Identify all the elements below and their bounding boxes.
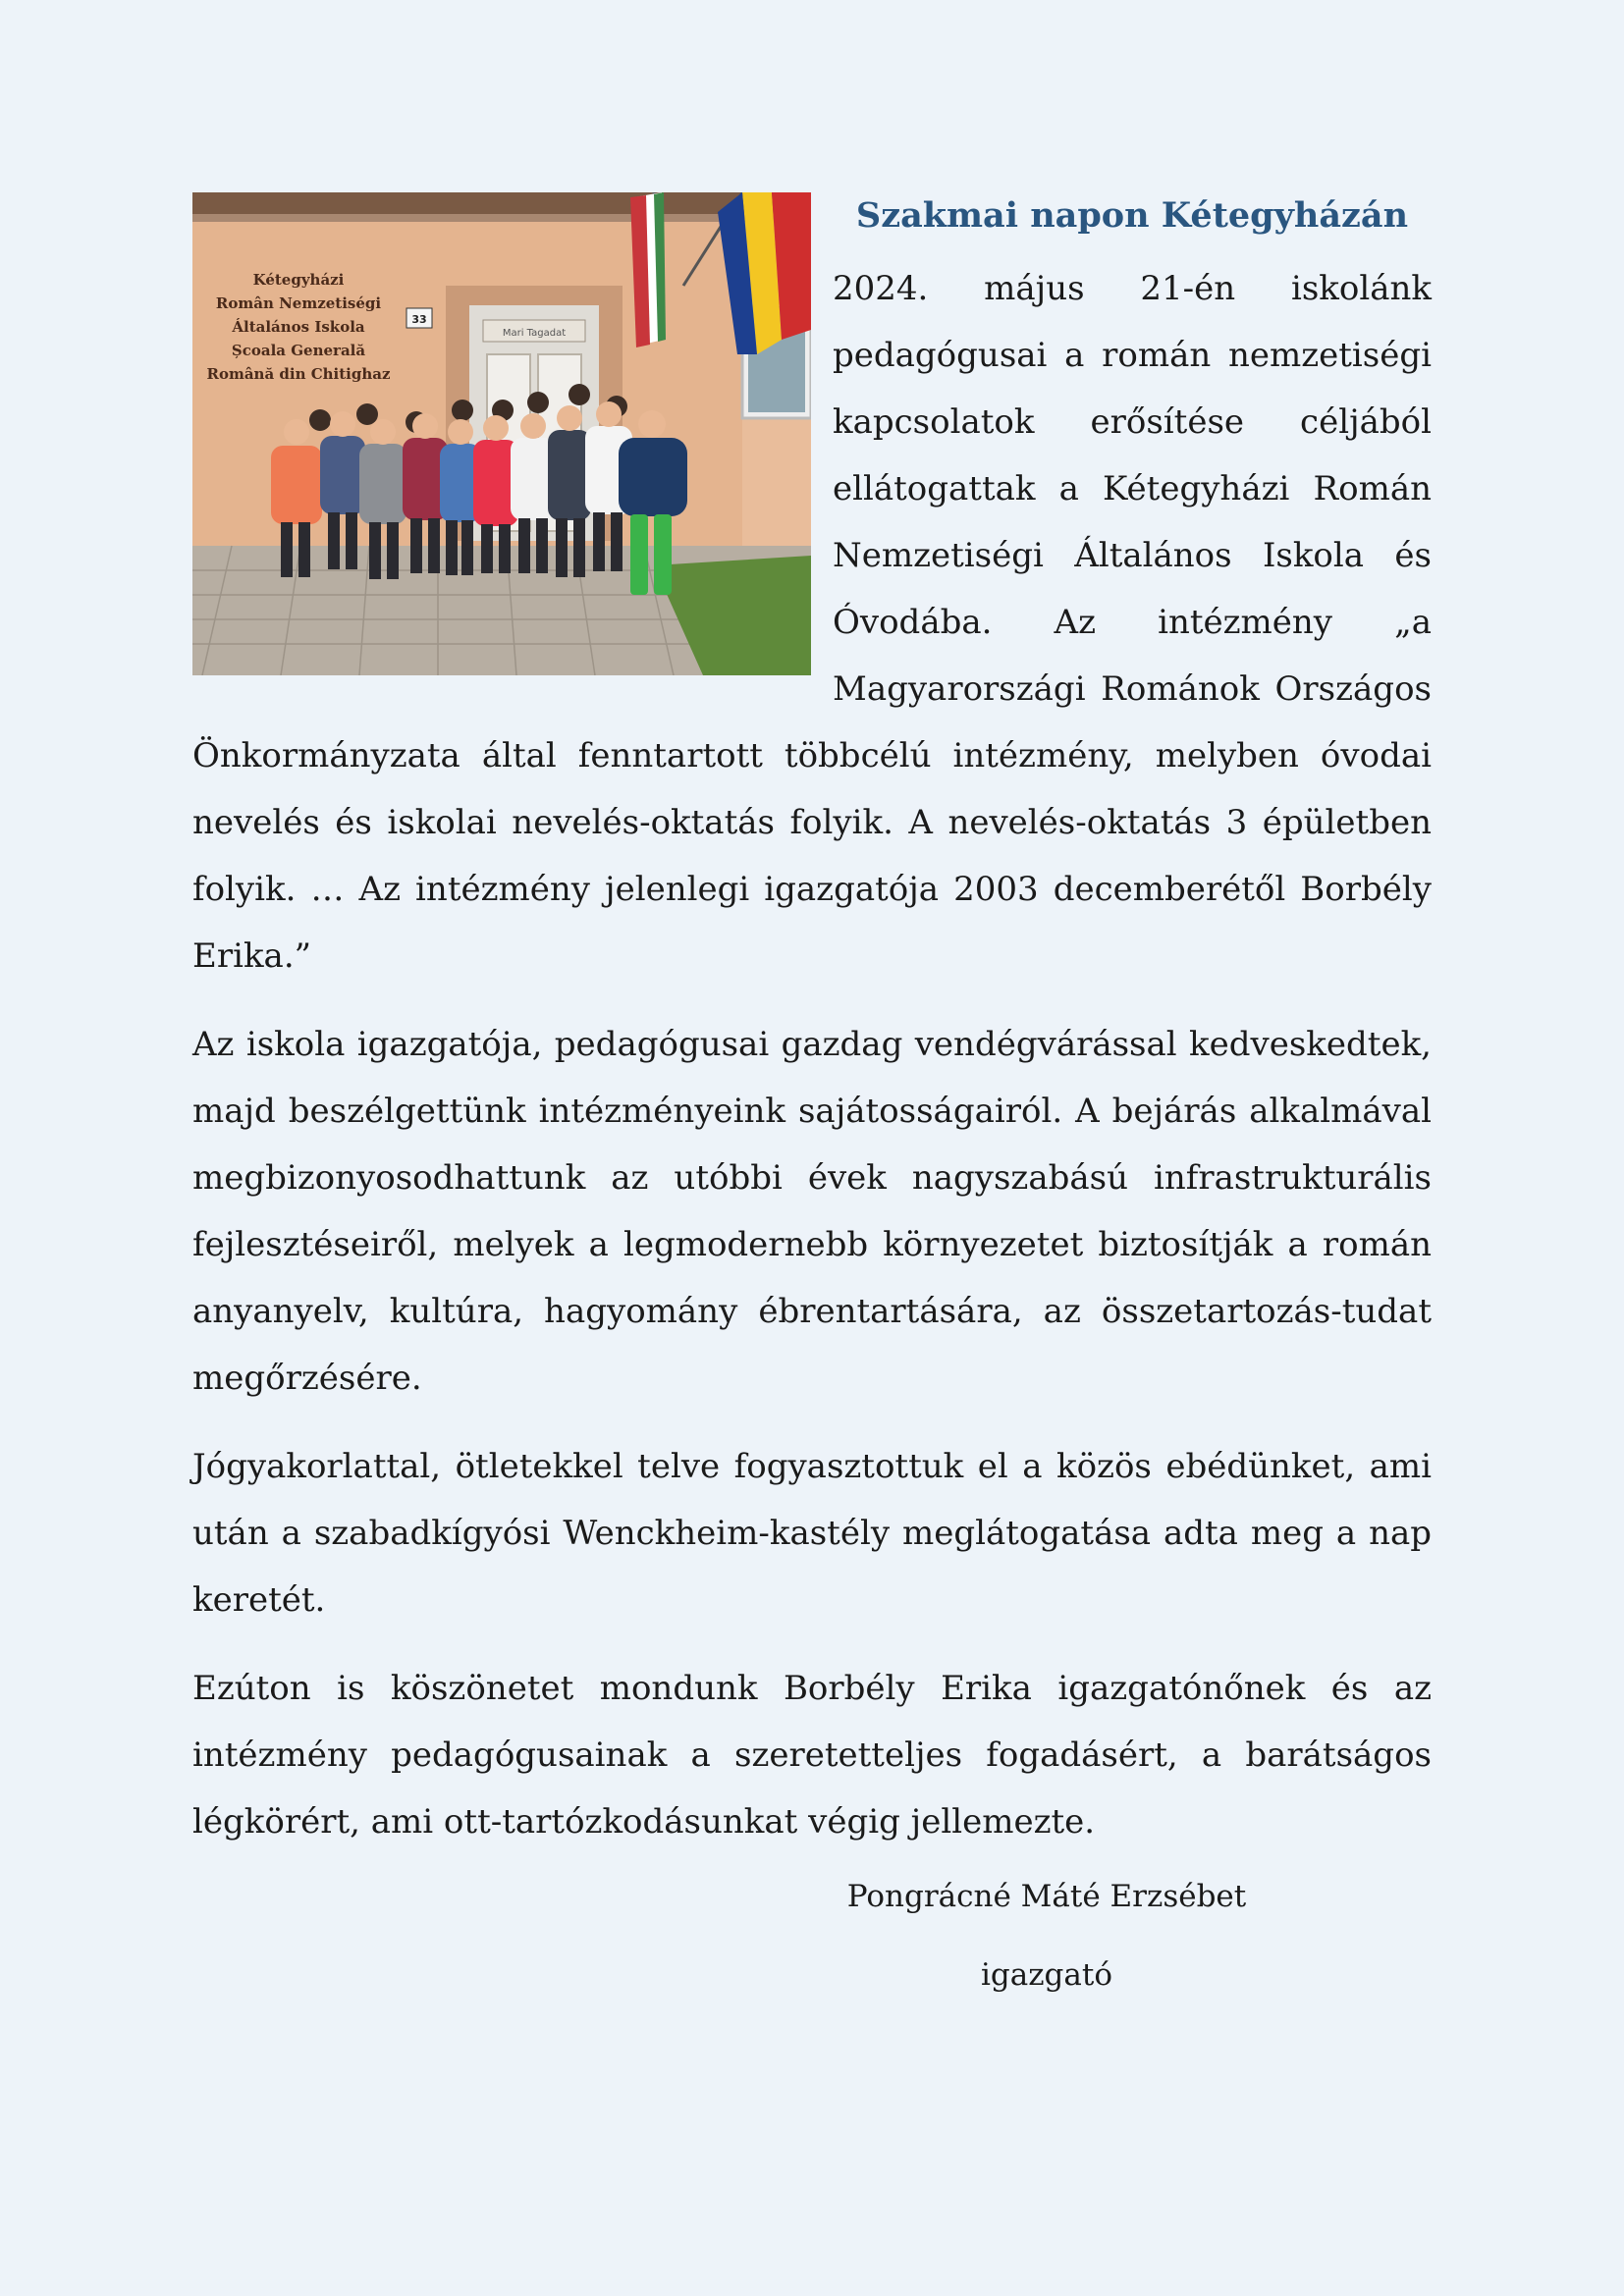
group-photo [192, 192, 811, 675]
article-paragraph-4: Ezúton is köszönetet mondunk Borbély Erika igazgatónőnek és az intézmény pedagógusainak a szeretetteljes fogadásért, a barátságos légkörért, ami ott-tartózkodásunkat végig jellemezte. [192, 1669, 1432, 1842]
school-sign-line: Română din Chitighaz [206, 365, 391, 383]
school-sign-line: Român Nemzetiségi [215, 294, 382, 312]
article-title: Szakmai napon Kétegyházán [855, 195, 1409, 236]
school-sign-line: Kétegyházi [252, 271, 345, 289]
article-paragraph-2: Az iskola igazgatója, pedagógusai gazdag vendégvárással kedveskedtek, majd beszélgettünk intézményeink sajátosságairól. A bejárás alkalmával megbizonyosodhattunk az utóbbi évek nagyszabású infrastrukturális fejlesztéseiről, melyek a legmodernebb környezetet biztosítják a román anyanyelv, kultúra, hagyomány ébrentartására, az összetartozás-tudat megőrzésére. [192, 1025, 1432, 1398]
article-paragraph-3: Jógyakorlattal, ötletekkel telve fogyasztottuk el a közös ebédünket, ami után a szabadkígyósi Wenckheim-kastély meglátogatása adta meg a nap keretét. [192, 1447, 1432, 1620]
door-sign-text: Mari Tagadat [502, 328, 567, 339]
article-paragraph-1: 2024. május 21-én iskolánk pedagógusai a román nemzetiségi kapcsolatok erősítése céljából ellátogattak a Kétegyházi Román Nemzetiségi Általános Iskola és Óvodába. Az intézmény „a Magyarországi Románok Országos Önkormányzata által fenntartott többcélú intézmény, melyben óvodai nevelés és iskolai nevelés-oktatás folyik. A nevelés-oktatás 3 épületben folyik. … Az intézmény jelenlegi igazgatója 2003 decemberétől Borbély Erika.” [192, 269, 1432, 976]
school-sign-line: Általános Iskola [232, 318, 365, 336]
signature-role: igazgató [980, 1957, 1113, 1993]
document-page [192, 192, 1432, 1995]
school-sign-line: Școala Generală [231, 342, 366, 359]
group-photo-image [192, 192, 811, 675]
signature-name: Pongrácné Máté Erzsébet [846, 1879, 1247, 1914]
signature-block [821, 1877, 1272, 1995]
house-number-text: 33 [411, 313, 427, 326]
